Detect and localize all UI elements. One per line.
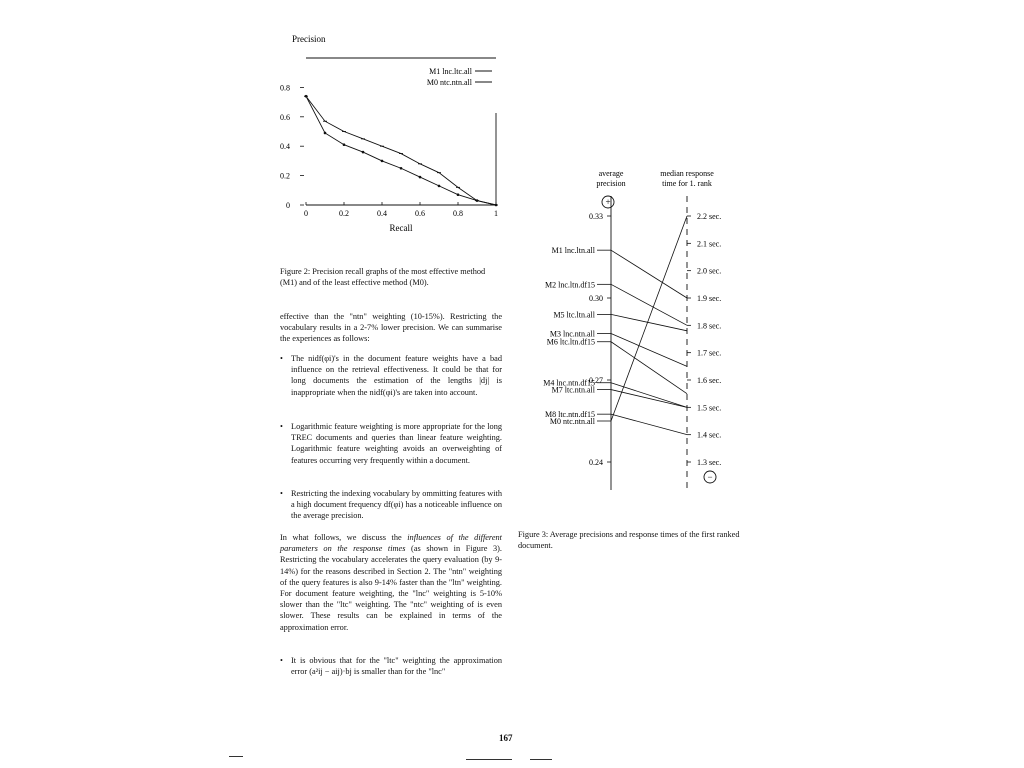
fig2-legend bbox=[427, 67, 492, 87]
fig2-point-m0 bbox=[457, 193, 460, 196]
fig2-point-m0 bbox=[343, 143, 346, 146]
fig3-right-tick-label: 1.6 sec. bbox=[697, 376, 722, 385]
fig3-method-label: M5 ltc.ltn.all bbox=[553, 310, 595, 320]
fig2-xtick-label: 1 bbox=[494, 209, 498, 218]
fig2-series-line-1 bbox=[306, 96, 496, 205]
fig2-ytick-label: 0.6 bbox=[280, 112, 290, 122]
footer-rule-right bbox=[530, 759, 552, 760]
fig2-xtick-label: 0.6 bbox=[415, 209, 425, 218]
bullet-3-text: Restricting the indexing vocabulary by ommitting features with a high document frequency df(φi) has a noticeable influence on the average precision. bbox=[291, 489, 502, 521]
fig3-left-tick-label: 0.30 bbox=[589, 294, 603, 303]
fig3-method-label: M3 lnc.ntn.all bbox=[549, 329, 595, 339]
fig3-method-label: M8 ltc.ntn.df15 bbox=[545, 410, 595, 420]
fig3-left-tick-label: 0.33 bbox=[589, 212, 603, 221]
paragraph-2: In what follows, we discuss the influences of the different parameters on the response times (as shown in Figure 3). Restricting the vocabulary accelerates the query evaluation (by 9-14%) for the reasons described in Section 2. The "ntn" weighting of the query features is also 9-14% faster than the "ltn" weighting. For document feature weighting, the "lnc" weighting is 5-10% slower than the "ltc" weighting. The "ntc" weighting of is even slower. These results can be explained in terms of the approximation error. bbox=[280, 533, 503, 632]
fig3-method-label: M1 lnc.ltn.all bbox=[551, 246, 595, 256]
fig3-method-line bbox=[611, 383, 687, 408]
fig2-legend-label: M0 ntc.ntn.all bbox=[426, 78, 472, 87]
bullet-4 bbox=[280, 655, 502, 677]
fig2-series bbox=[304, 95, 498, 206]
fig2-xtick-label: 0.2 bbox=[339, 209, 349, 218]
fig3-left-title-2: precision bbox=[596, 179, 626, 188]
fig3-right-tick-label: 2.1 sec. bbox=[697, 239, 722, 249]
fig3-method-lines bbox=[611, 216, 687, 435]
fig3-left-tick-label: 0.24 bbox=[589, 458, 603, 467]
fig3-method-label: M4 lnc.ntn.df15 bbox=[543, 378, 595, 388]
fig2-xlabel: Recall bbox=[389, 223, 413, 233]
fig2-point-m0 bbox=[324, 132, 327, 135]
fig3-method-label: M2 lnc.ltn.df15 bbox=[545, 280, 595, 290]
fig2-point-m0 bbox=[362, 151, 365, 154]
fig2-ytick-label: 0.4 bbox=[280, 142, 290, 152]
bullet-3 bbox=[280, 488, 502, 522]
bullet-2 bbox=[280, 421, 502, 466]
footer-rule-center bbox=[466, 759, 512, 760]
bullet-1-text: The nidf(φi)'s in the document feature weights have a bad influence on the retrieval effectiveness. It could be that for long documents the estimation of the lengths |dj| is inappropriate when the nidf(φi)'s are taken into account. bbox=[291, 354, 502, 397]
fig2-xtick-label: 0.4 bbox=[377, 209, 387, 218]
fig3-axes bbox=[611, 196, 687, 490]
fig3-plus-symbol: + bbox=[605, 197, 611, 207]
bullet-3-symbol: • bbox=[280, 489, 283, 498]
bullet-4-symbol: • bbox=[280, 656, 283, 665]
fig3-method-label: M6 ltc.ltn.df15 bbox=[546, 337, 595, 347]
fig2-point-m0 bbox=[381, 160, 384, 163]
fig3-right-tick-label: 2.0 sec. bbox=[697, 266, 722, 276]
bullet-1 bbox=[280, 353, 502, 398]
bullet-1-symbol: • bbox=[280, 354, 283, 363]
fig2-ylabel: Precision bbox=[292, 34, 326, 44]
fig3-method-labels bbox=[543, 246, 611, 426]
fig2-point-m0 bbox=[400, 167, 403, 170]
fig2-series-line-0 bbox=[306, 96, 496, 205]
fig3-left-tick-label: 0.27 bbox=[589, 376, 603, 385]
fig3-method-label: M0 ntc.ntn.all bbox=[549, 417, 595, 426]
fig2-ytick-label: 0.2 bbox=[280, 171, 290, 181]
fig2-legend-label: M1 lnc.ltc.all bbox=[429, 67, 472, 76]
fig3-left-title-1: average bbox=[598, 169, 624, 178]
fig2-xtick-label: 0 bbox=[304, 209, 308, 218]
figure3-caption: Figure 3: Average precisions and response times of the first ranked document. bbox=[518, 530, 740, 550]
fig3-right-tick-label: 1.4 sec. bbox=[697, 430, 722, 440]
fig3-right-title-1: median response bbox=[660, 169, 714, 178]
fig2-point-m0 bbox=[438, 185, 441, 188]
fig2-xtick-label: 0.8 bbox=[453, 209, 463, 218]
fig2-point-m0 bbox=[419, 176, 422, 179]
fig3-minus-symbol: − bbox=[707, 472, 713, 482]
footer-rule-left bbox=[229, 756, 243, 757]
fig3-right-tick-label: 2.2 sec. bbox=[697, 212, 722, 221]
fig3-method-line bbox=[611, 216, 687, 421]
page-number: 167 bbox=[499, 733, 513, 743]
fig3-method-line bbox=[611, 390, 687, 408]
fig3-method-line bbox=[611, 314, 687, 330]
figure3-chart bbox=[515, 160, 755, 500]
paragraph-1: effective than the "ntn" weighting (10-15%). Restricting the vocabulary results in a 2-7% lower precision. We can summarise the experiences as follows: bbox=[280, 312, 502, 344]
fig3-method-line bbox=[611, 414, 687, 434]
fig2-point-m0 bbox=[476, 199, 479, 202]
bullet-2-symbol: • bbox=[280, 422, 283, 431]
fig3-right-tick-label: 1.7 sec. bbox=[697, 348, 722, 358]
figure2-caption: Figure 2: Precision recall graphs of the most effective method (M1) and of the least effective method (M0). bbox=[280, 267, 486, 287]
fig3-right-title-2: time for 1. rank bbox=[662, 179, 712, 188]
fig2-point-m0 bbox=[495, 204, 498, 207]
fig2-ytick-label: 0.8 bbox=[280, 83, 290, 93]
fig3-right-tick-label: 1.8 sec. bbox=[697, 321, 722, 331]
fig3-right-tick-label: 1.9 sec. bbox=[697, 294, 722, 303]
paragraph-2-emphasis: influences of the different parameters on the response times bbox=[280, 533, 502, 554]
fig3-right-tick-label: 1.5 sec. bbox=[697, 403, 722, 413]
fig2-point-m0 bbox=[305, 95, 308, 98]
bullet-4-text: It is obvious that for the "ltc" weighting the approximation error (a²ij − aij)·bj is smaller than for the "lnc" bbox=[291, 656, 502, 677]
fig2-ticks bbox=[280, 83, 498, 218]
fig2-ytick-label: 0 bbox=[286, 201, 290, 210]
fig3-method-label: M7 ltc.ntn.all bbox=[551, 385, 595, 395]
fig3-right-tick-label: 1.3 sec. bbox=[697, 458, 722, 467]
bullet-2-text: Logarithmic feature weighting is more appropriate for the long TREC documents and queries than linear feature weighting. Logarithmic feature weighting avoids an overweighting of features occurring very frequently within a document. bbox=[291, 422, 502, 465]
figure2-chart bbox=[270, 28, 520, 238]
